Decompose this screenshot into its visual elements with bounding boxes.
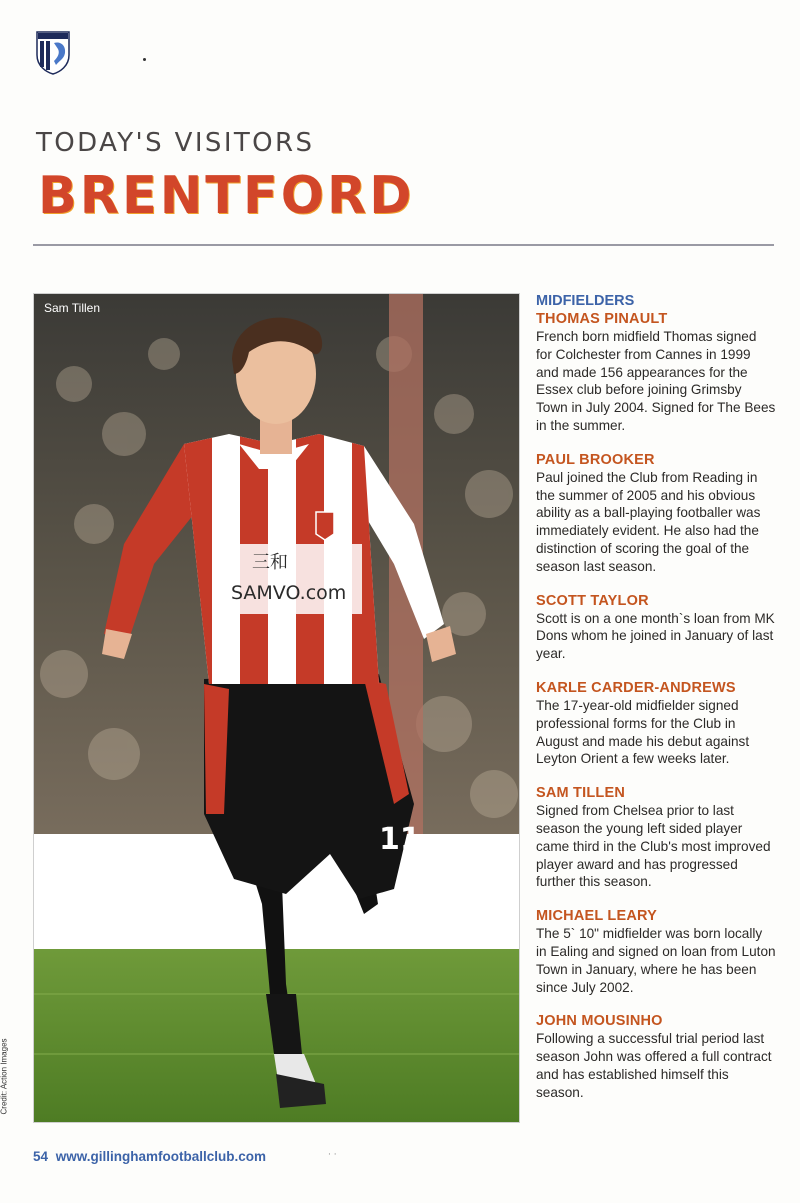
page-kicker: TODAY'S VISITORS bbox=[36, 128, 315, 158]
player-entry bbox=[536, 451, 776, 576]
player-name: MICHAEL LEARY bbox=[536, 908, 658, 925]
player-list bbox=[536, 292, 776, 1118]
player-bio: Following a successful trial period last season John was offered a full contract and has established himself this season. bbox=[536, 1031, 772, 1100]
photo-caption: Sam Tillen bbox=[44, 301, 101, 315]
team-title: BRENTFORD bbox=[38, 166, 415, 226]
player-entry bbox=[536, 310, 776, 435]
player-bio: Signed from Chelsea prior to last season the young left sided player came third in the Club's most improved player award and has progressed further this season. bbox=[536, 803, 771, 890]
player-name: THOMAS PINAULT bbox=[536, 311, 668, 327]
print-specks: · · bbox=[328, 1150, 337, 1160]
player-entry bbox=[536, 784, 776, 891]
player-bio: Paul joined the Club from Reading in the summer of 2005 and his obvious ability as a ball-playing footballer was immediately evident. He also had the distinction of scoring the goal of the season last season. bbox=[536, 469, 761, 574]
player-entry bbox=[536, 592, 776, 663]
player-entry bbox=[536, 1012, 776, 1101]
player-entry bbox=[536, 907, 776, 996]
shirt-sponsor: SAMVO.com bbox=[231, 582, 347, 604]
player-name: SCOTT TAYLOR bbox=[536, 592, 649, 609]
shirt-number: 11 bbox=[379, 822, 421, 857]
print-speck bbox=[143, 58, 146, 61]
divider bbox=[33, 244, 774, 246]
player-bio: Scott is on a one month`s loan from MK Dons whom he joined in January of last year. bbox=[536, 610, 775, 662]
shirt-sponsor-cn: 三和 bbox=[252, 552, 288, 573]
club-website-link[interactable]: www.gillinghamfootballclub.com bbox=[55, 1149, 267, 1164]
player-bio: The 5` 10" midfielder was born locally in Ealing and signed on loan from Luton Town in January, where he has been since July 2002. bbox=[536, 926, 776, 995]
player-entry bbox=[536, 679, 776, 768]
gillingham-crest-logo bbox=[36, 31, 70, 75]
player-name: JOHN MOUSINHO bbox=[536, 1013, 663, 1030]
player-name: KARLE CARDER-ANDREWS bbox=[536, 679, 736, 696]
page-number: 54 bbox=[33, 1149, 49, 1164]
player-photo bbox=[33, 293, 520, 1123]
page-footer bbox=[33, 1149, 266, 1164]
section-title: MIDFIELDERS bbox=[536, 293, 635, 309]
player-bio: The 17-year-old midfielder signed professional forms for the Club in August and made his debut against Leyton Orient a few weeks later. bbox=[536, 697, 750, 767]
player-name: PAUL BROOKER bbox=[536, 451, 655, 468]
photo-credit: Credit: Action Images bbox=[0, 1038, 9, 1115]
player-bio: French born midfield Thomas signed for Colchester from Cannes in 1999 and made 156 appearances for the Essex club before joining Grimsby Town in July 2004. Signed for The Bees in the summer. bbox=[536, 329, 776, 433]
player-name: SAM TILLEN bbox=[536, 785, 625, 802]
